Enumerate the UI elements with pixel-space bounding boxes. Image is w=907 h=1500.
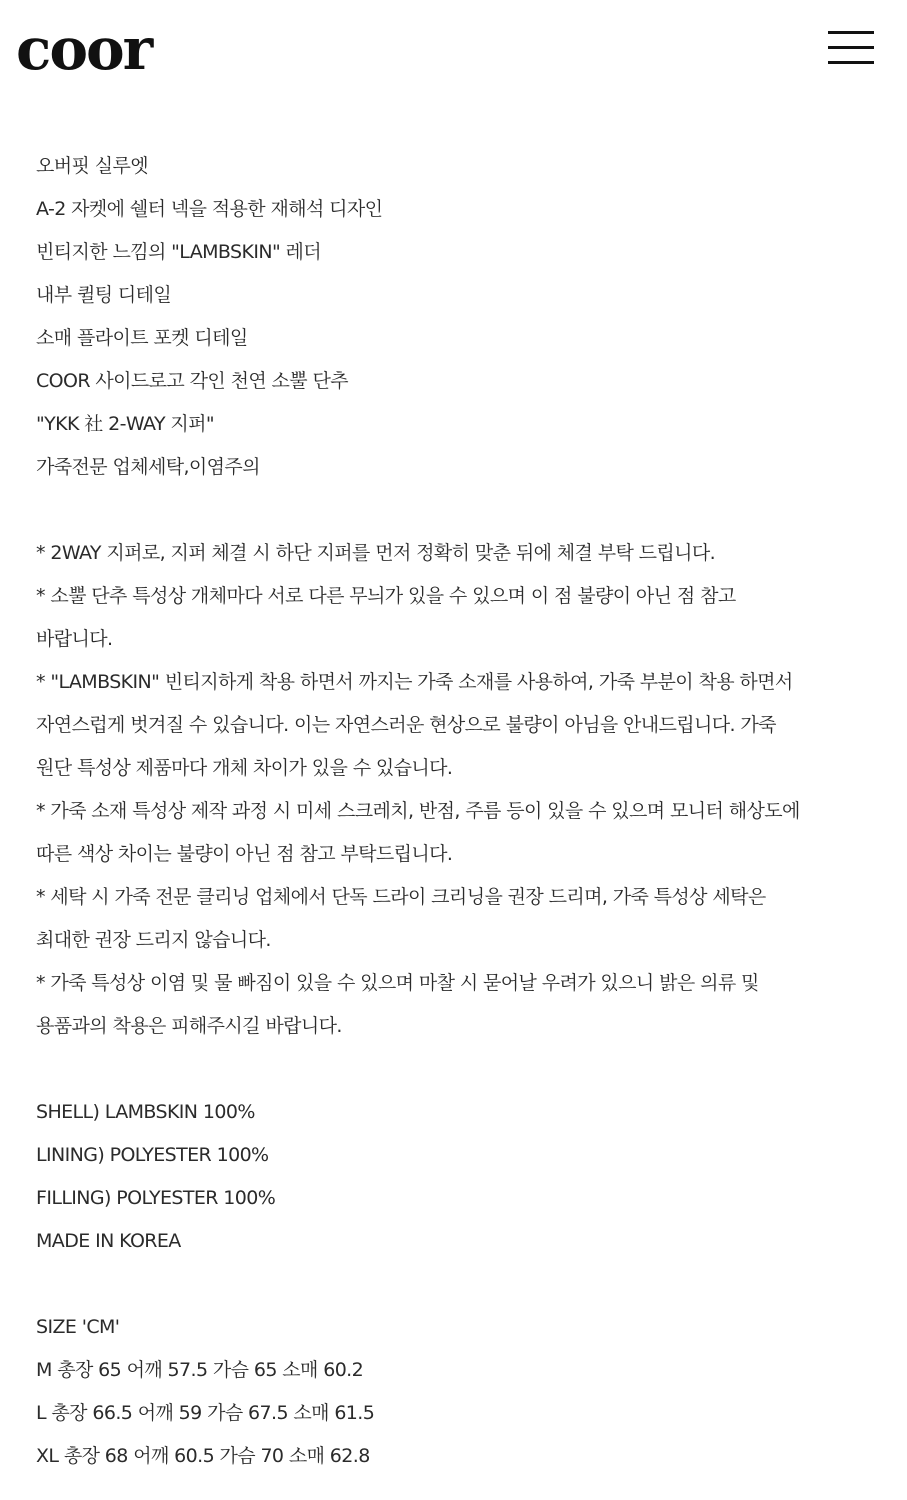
menu-bar	[828, 46, 874, 49]
hamburger-menu-icon[interactable]	[828, 28, 876, 68]
note-line: 원단 특성상 제품마다 개체 차이가 있을 수 있습니다.	[36, 757, 453, 779]
feature-item: 빈티지한 느낌의 "LAMBSKIN" 레더	[36, 241, 322, 263]
material-item: MADE IN KOREA	[36, 1230, 181, 1252]
material-list	[36, 1091, 876, 1263]
spacer	[36, 1263, 876, 1306]
note-line: 바랍니다.	[36, 628, 113, 650]
coor-logo[interactable]: coor	[16, 15, 152, 83]
feature-item: 내부 퀼팅 디테일	[36, 284, 172, 306]
note-line: 최대한 권장 드리지 않습니다.	[36, 929, 271, 951]
feature-item: COOR 사이드로고 각인 천연 소뿔 단추	[36, 370, 348, 392]
size-table	[36, 1306, 876, 1478]
care-notes	[36, 532, 876, 1048]
size-title: SIZE 'CM'	[36, 1316, 120, 1338]
note-line: * "LAMBSKIN" 빈티지하게 착용 하면서 까지는 가죽 소재를 사용하여, 가죽 부분이 착용 하면서	[36, 671, 793, 693]
note-line: * 가죽 특성상 이염 및 물 빠짐이 있을 수 있으며 마찰 시 묻어날 우려가 있으니 밝은 의류 및	[36, 972, 759, 994]
feature-item: A-2 자켓에 쉘터 넥을 적용한 재해석 디자인	[36, 198, 383, 220]
material-item: FILLING) POLYESTER 100%	[36, 1187, 276, 1209]
note-line: 따른 색상 차이는 불량이 아닌 점 참고 부탁드립니다.	[36, 843, 453, 865]
product-description	[36, 145, 876, 1478]
size-row: L 총장 66.5 어깨 59 가슴 67.5 소매 61.5	[36, 1402, 375, 1424]
material-item: LINING) POLYESTER 100%	[36, 1144, 269, 1166]
note-line: * 소뿔 단추 특성상 개체마다 서로 다른 무늬가 있을 수 있으며 이 점 불량이 아닌 점 참고	[36, 585, 736, 607]
site-header	[0, 0, 907, 130]
feature-item: "YKK 社 2-WAY 지퍼"	[36, 413, 215, 435]
note-line: 자연스럽게 벗겨질 수 있습니다. 이는 자연스러운 현상으로 불량이 아님을 안내드립니다. 가죽	[36, 714, 776, 736]
material-item: SHELL) LAMBSKIN 100%	[36, 1101, 255, 1123]
note-line: 용품과의 착용은 피해주시길 바랍니다.	[36, 1015, 342, 1037]
feature-item: 오버핏 실루엣	[36, 155, 148, 177]
note-line: * 세탁 시 가죽 전문 클리닝 업체에서 단독 드라이 크리닝을 권장 드리며, 가죽 특성상 세탁은	[36, 886, 766, 908]
feature-list	[36, 145, 876, 489]
size-row: M 총장 65 어깨 57.5 가슴 65 소매 60.2	[36, 1359, 364, 1381]
spacer	[36, 489, 876, 532]
feature-item: 소매 플라이트 포켓 디테일	[36, 327, 248, 349]
menu-bar	[828, 31, 874, 34]
size-row: XL 총장 68 어깨 60.5 가슴 70 소매 62.8	[36, 1445, 370, 1467]
note-line: * 2WAY 지퍼로, 지퍼 체결 시 하단 지퍼를 먼저 정확히 맞춘 뒤에 체결 부탁 드립니다.	[36, 542, 716, 564]
menu-bar	[828, 61, 874, 64]
note-line: * 가죽 소재 특성상 제작 과정 시 미세 스크레치, 반점, 주름 등이 있을 수 있으며 모니터 해상도에	[36, 800, 800, 822]
spacer	[36, 1048, 876, 1091]
feature-item: 가죽전문 업체세탁,이염주의	[36, 456, 260, 478]
